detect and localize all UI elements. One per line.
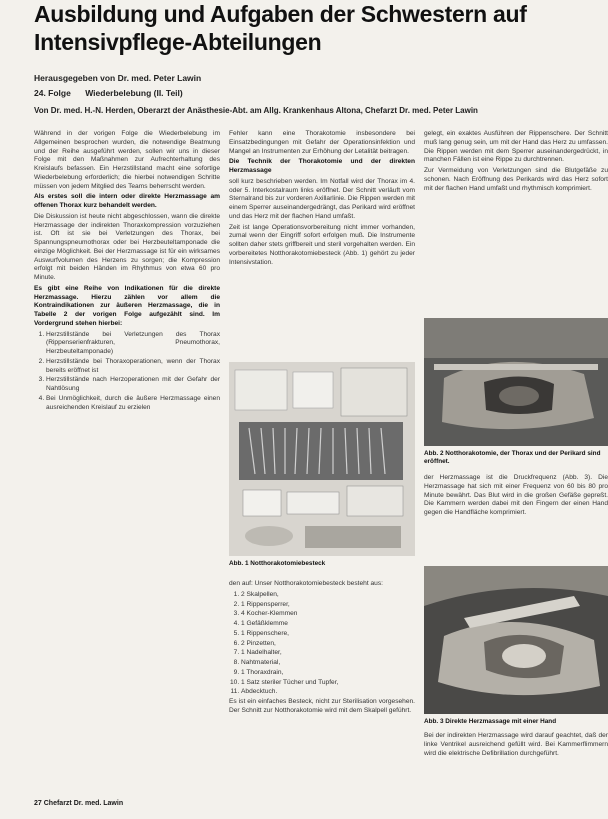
paragraph: Bei der indirekten Herzmassage wird darauf geachtet, daß der linke Ventrikel ausreichend gefüllt wird. Bei Kammerflimmern wird die elektrische Defibrillation durchgeführt. (424, 732, 608, 757)
figure-2-caption: Abb. 2 Notthorakotomie, der Thorax und der Perikard sind eröffnet. (424, 450, 601, 465)
list-item: 6. 2 Pinzetten, (241, 640, 415, 649)
paragraph-indications: Es gibt eine Reihe von Indikationen für die direkte Herzmassage. Hierzu zählen vor allem die Kontraindikationen zur äußeren Herzmassage, die in Tabelle 2 der vorigen Folge aufgezählt sind. Im Vordergrund stehen hierbei: (34, 284, 220, 327)
column-3-top (424, 130, 608, 316)
column-2-bottom (229, 580, 415, 810)
list-item: 8. Nahtmaterial, (241, 659, 415, 668)
paragraph: den auf: Unser Notthorakotomiebesteck besteht aus: (229, 580, 383, 587)
list-item: 2. Herzstillstände bei Thoraxoperationen, wenn der Thorax bereits eröffnet ist (46, 358, 220, 376)
editor-line: Herausgegeben von Dr. med. Peter Lawin (34, 73, 202, 83)
authors-line: Von Dr. med. H.-N. Herden, Oberarzt der Anästhesie-Abt. am Allg. Krankenhaus Altona, Chefarzt Dr. med. Peter Lawin (34, 106, 478, 115)
list-item: 9. 1 Thoraxdrain, (241, 669, 415, 678)
indication-list (34, 331, 220, 413)
list-item: 1. Herzstillstände bei Verletzungen des Thorax (Rippenserienfrakturen, Pneumothorax, Herzbeuteltamponade) (46, 331, 220, 357)
figure-1-caption: Abb. 1 Notthorakotomiebesteck (229, 560, 326, 567)
figure-3-photo (424, 566, 608, 714)
figure-3-caption: Abb. 3 Direkte Herzmassage mit einer Hand (424, 718, 557, 725)
paragraph: der Herzmassage ist die Druckfrequenz (Abb. 3). Die Herzmassage hat sich mit einer Frequenz von 60 bis 80 pro Minute bewährt. Das Blut wird in die großen Gefäße gepreßt. Die Kammern werden dabei mit den Fingern der einen Hand gegen die Handfläche komprimiert. (424, 474, 608, 516)
list-item: 4. Bei Unmöglichkeit, durch die äußere Herzmassage einen ausreichenden Kreislauf zu erzielen (46, 395, 220, 413)
list-item: 10. 1 Satz steriler Tücher und Tupfer, (241, 679, 415, 688)
list-item: 3. 4 Kocher-Klemmen (241, 610, 415, 619)
section-heading: Die Technik der Thorakotomie und der direkten Herzmassage (229, 158, 415, 174)
paragraph: Die Diskussion ist heute nicht abgeschlossen, wann die direkte Herzmassage der indirekten Thoraxkompression vorzuziehen ist. Oft ist sie bei Verletzungen des Thorax, bei Spannungspneumothorax oder bei Herzbeuteltamponade die einzige Möglichkeit. Bei der Herzmassage ist für ein wirksames Auswurfvolumen des Herzens zu sorgen; die Kompression erfolgt mit beiden Händen im Rhythmus von etwa 60 pro Minute. (34, 212, 220, 281)
list-item: 5. 1 Rippenschere, (241, 630, 415, 639)
paragraph: Fehler kann eine Thorakotomie insbesondere bei Einsatzbedingungen mit Gefahr der Operationsinfektion und Mangel an Instrumenten zur Erhöhung der Letalität beitragen. (229, 130, 415, 155)
figure-2-photo (424, 318, 608, 446)
paragraph: Zeit ist lange Operationsvorbereitung nicht immer vorhanden, zumal wenn der Eingriff sofort erfolgen muß. Die Instrumente sollten daher stets griffbereit und steril vorgehalten werden. Ein vorbereitetes Notthorakotomiebesteck (Abb. 1) gehört zu jeder Intensivstation. (229, 223, 415, 266)
list-item: 7. 1 Nadelhalter, (241, 649, 415, 658)
heart-massage-image (424, 566, 608, 714)
series-topic: Wiederbelebung (II. Teil) (85, 88, 183, 98)
paragraph: Während in der vorigen Folge die Wiederbelebung im Allgemeinen besprochen wurden, die notwendige Beatmung und der Reihe ausgeführt werden, sollen wir uns in dieser Folge mit den Maßnahmen zur Aufrechterhaltung des Kreislaufs befassen. Ein Herzstillstand macht eine sofortige Wiederbelebung erforderlich; die hierbei notwendigen Schritte müssen von jedem Mitglied des Teams beherrscht werden. (34, 130, 220, 190)
article-title: Ausbildung und Aufgaben der Schwestern auf Intensivpflege-Abteilungen (34, 1, 527, 55)
list-item: 3. Herzstillstände nach Herzoperationen mit der Gefahr der Nahtlösung (46, 376, 220, 394)
series-line (34, 88, 195, 98)
instrument-list (229, 591, 415, 697)
paragraph: soll kurz beschrieben werden. Im Notfall wird der Thorax im 4. oder 5. Interkostalraum links eröffnet. Der Schnitt verläuft vom Sternalrand bis zur vorderen Axillarlinie. Die Rippen werden mit einem Sperrer auseinandergedrängt, das Perikard wird eröffnet und das Herz mit der flachen Hand umfaßt. (229, 177, 415, 220)
paragraph: gelegt, ein exaktes Ausführen der Rippenschere. Der Schnitt muß lang genug sein, um mit der Hand das Herz zu umfassen. Die Rippen werden mit dem Sperrer auseinandergedrückt, in manchen Fällen ist eine Rippe zu durchtrennen. (424, 130, 608, 164)
paragraph-lead: Als erstes soll die intern oder direkte Herzmassage am offenen Thorax kurz behandelt werden. (34, 193, 220, 209)
page-footer (34, 800, 123, 807)
column-3-bottom (424, 732, 608, 812)
thoracotomy-image (424, 318, 608, 446)
footer-caption: Chefarzt Dr. med. Lawin (43, 800, 124, 807)
list-item: 2. 1 Rippensperrer, (241, 601, 415, 610)
paragraph: Es ist ein einfaches Besteck, nicht zur Sterilisation vorgesehen. Der Schnitt zur Notthorakotomie wird mit dem Skalpell geführt. (229, 698, 415, 714)
figure-1-photo (229, 362, 415, 556)
list-item: 4. 1 Gefäßklemme (241, 620, 415, 629)
column-3-middle (424, 474, 608, 560)
series-number: 24. Folge (34, 88, 71, 98)
instrument-set-image (229, 362, 415, 556)
column-2-top (229, 130, 415, 360)
paragraph: Zur Vermeidung von Verletzungen sind die Blutgefäße zu schonen. Nach Eröffnung des Perikards wird das Herz sofort mit der flachen Hand umfaßt und rhythmisch komprimiert. (424, 167, 608, 192)
list-item: 11. Abdecktuch. (241, 688, 415, 697)
column-1 (34, 130, 220, 806)
list-item: 1. 2 Skalpellen, (241, 591, 415, 600)
page-number: 27 (34, 800, 42, 807)
